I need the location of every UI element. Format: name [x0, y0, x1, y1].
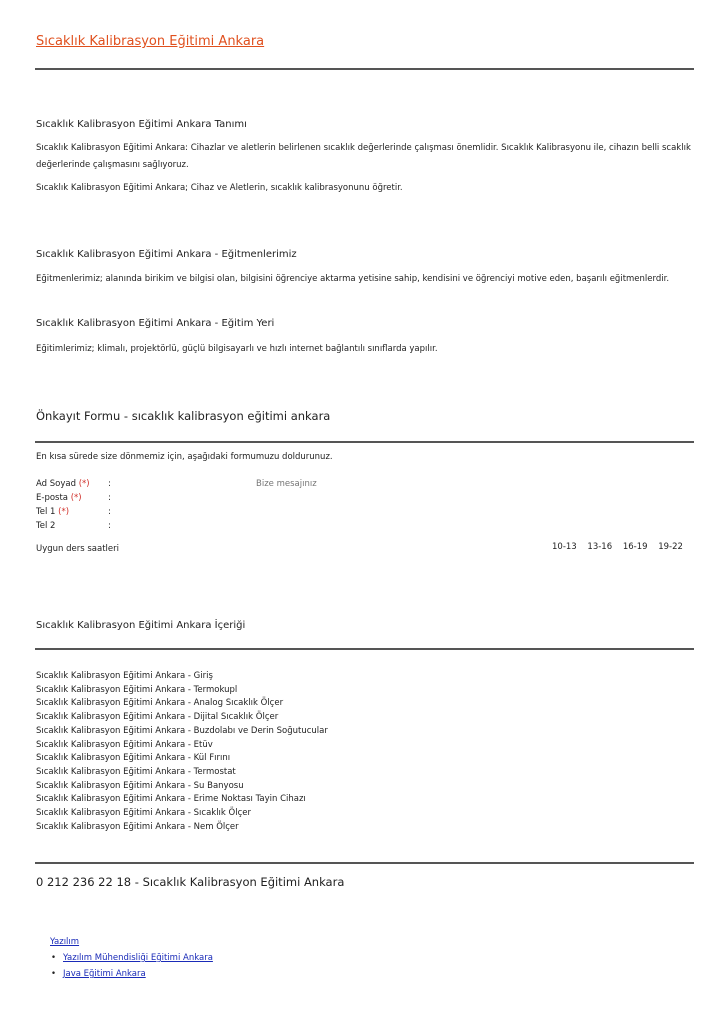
message-textarea[interactable] — [256, 477, 436, 537]
venue-heading: Sıcaklık Kalibrasyon Eğitimi Ankara - Eğitim Yeri — [36, 318, 275, 329]
list-item — [63, 966, 213, 982]
list-item: Sıcaklık Kalibrasyon Eğitimi Ankara - Su Banyosu — [36, 780, 244, 791]
hours-option[interactable]: 16-19 — [622, 542, 648, 552]
site-title-link[interactable]: Sıcaklık Kalibrasyon Eğitimi Ankara — [36, 34, 265, 49]
list-item: Sıcaklık Kalibrasyon Eğitimi Ankara - Erime Noktası Tayin Cihazı — [36, 794, 306, 805]
category-link[interactable]: Yazılım — [50, 937, 80, 947]
header-divider — [35, 68, 694, 70]
phone1-label: Tel 1 (*) — [36, 507, 70, 517]
contents-divider — [35, 648, 694, 650]
list-item: Sıcaklık Kalibrasyon Eğitimi Ankara - Sıcaklık Ölçer — [36, 808, 251, 819]
hours-options — [552, 542, 683, 552]
list-item: Sıcaklık Kalibrasyon Eğitimi Ankara - Giriş — [36, 671, 213, 681]
phone2-label: Tel 2 — [36, 521, 56, 531]
list-item: Sıcaklık Kalibrasyon Eğitimi Ankara - Dijital Sıcaklık Ölçer — [36, 712, 279, 723]
footer-links — [50, 934, 213, 982]
related-link[interactable]: Java Eğitimi Ankara — [63, 969, 146, 979]
hours-label: Uygun ders saatleri — [36, 544, 119, 554]
list-item: Sıcaklık Kalibrasyon Eğitimi Ankara - Termokupl — [36, 684, 238, 695]
instructors-paragraph: Eğitmenlerimiz; alanında birikim ve bilgisi olan, bilgisini öğrenciye aktarma yetisine sahip, kendisini ve öğrenciyi motive eden, başarılı eğitmenlerdir. — [36, 274, 670, 284]
email-input[interactable] — [116, 492, 246, 504]
list-item: Sıcaklık Kalibrasyon Eğitimi Ankara - Etüv — [36, 739, 213, 750]
phone1-input[interactable] — [116, 506, 246, 518]
contents-heading: Sıcaklık Kalibrasyon Eğitimi Ankara İçeriği — [36, 620, 246, 631]
list-item — [63, 950, 213, 966]
hours-option[interactable]: 19-22 — [658, 542, 683, 552]
definition-summary: Sıcaklık Kalibrasyon Eğitimi Ankara; Cihaz ve Aletlerin, sıcaklık kalibrasyonunu öğretir. — [36, 183, 403, 193]
email-label: E-posta (*) — [36, 493, 82, 503]
contact-divider — [35, 862, 694, 864]
form-intro: En kısa sürede size dönmemiz için, aşağıdaki formumuzu doldurunuz. — [36, 452, 333, 462]
hours-option[interactable]: 13-16 — [587, 542, 613, 552]
contact-line: 0 212 236 22 18 - Sıcaklık Kalibrasyon Eğitimi Ankara — [36, 875, 345, 889]
list-item: Sıcaklık Kalibrasyon Eğitimi Ankara - Nem Ölçer — [36, 821, 239, 832]
name-input[interactable] — [116, 478, 246, 490]
venue-paragraph: Eğitimlerimiz; klimalı, projektörlü, güçlü bilgisayarlı ve hızlı internet bağlantılı sınıflarda yapılır. — [36, 344, 438, 354]
list-item: Sıcaklık Kalibrasyon Eğitimi Ankara - Termostat — [36, 766, 236, 777]
form-heading: Önkayıt Formu - sıcaklık kalibrasyon eğitimi ankara — [36, 409, 331, 423]
related-links — [50, 950, 213, 982]
list-item: Sıcaklık Kalibrasyon Eğitimi Ankara - Kül Fırını — [36, 753, 231, 764]
name-label: Ad Soyad (*) — [36, 479, 90, 489]
form-divider — [35, 441, 694, 443]
list-item: Sıcaklık Kalibrasyon Eğitimi Ankara - Analog Sıcaklık Ölçer — [36, 698, 284, 709]
related-link[interactable]: Yazılım Mühendisliği Eğitimi Ankara — [63, 953, 213, 963]
phone2-input[interactable] — [116, 520, 246, 532]
instructors-heading: Sıcaklık Kalibrasyon Eğitimi Ankara - Eğitmenlerimiz — [36, 249, 297, 260]
contents-list — [36, 670, 328, 834]
definition-heading: Sıcaklık Kalibrasyon Eğitimi Ankara Tanımı — [36, 119, 247, 130]
list-item: Sıcaklık Kalibrasyon Eğitimi Ankara - Buzdolabı ve Derin Soğutucular — [36, 725, 328, 736]
hours-option[interactable]: 10-13 — [552, 542, 577, 552]
definition-paragraph: Sıcaklık Kalibrasyon Eğitimi Ankara: Cihazlar ve aletlerin belirlenen sıcaklık değerlerinde çalışması önemlidir. Sıcaklık Kalibrasyonu ile, cihazın belli scaklık değerlerinde çalışmasını sağlıyoruz. — [36, 143, 691, 170]
